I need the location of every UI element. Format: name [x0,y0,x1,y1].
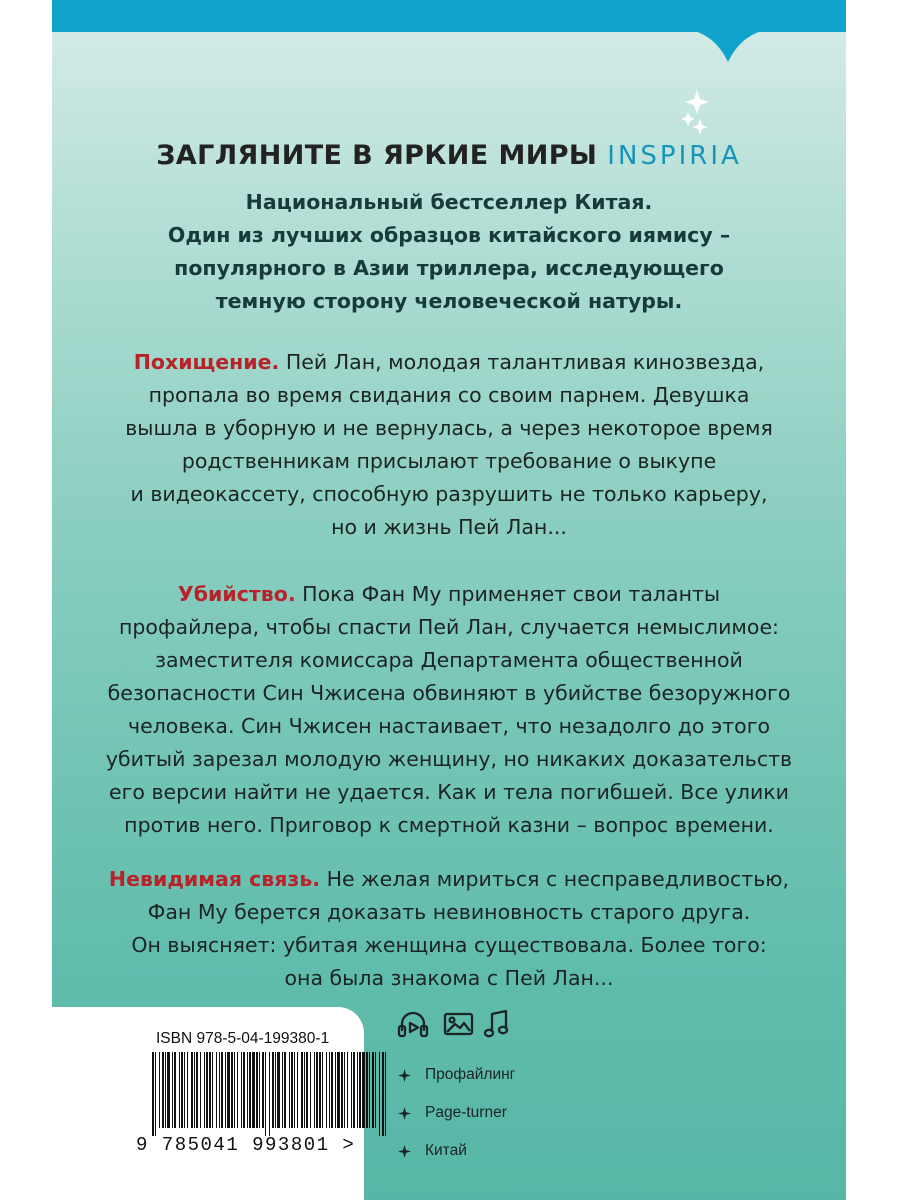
sparkle-icon [677,88,717,138]
barcode-bar [351,1052,352,1128]
feature-label: Китай [425,1142,467,1159]
barcode-bar [162,1052,164,1128]
barcode-bar [241,1052,242,1128]
book-back-cover [52,0,846,1200]
feature-item [398,1132,515,1170]
barcode-bar [227,1052,230,1128]
music-note-icon [485,1011,507,1036]
barcode-bar [179,1052,180,1128]
barcode-bar [231,1052,233,1128]
barcode-bar [167,1052,170,1128]
series-headline [52,140,846,171]
barcode-bar [249,1052,251,1128]
audiobook-icon [396,1005,526,1043]
barcode-bar [316,1052,318,1128]
barcode-bar [272,1052,274,1128]
star-icon [398,1069,411,1082]
top-notch-shape [52,0,846,70]
paragraph-line: она была знакома с Пей Лан... [284,966,614,990]
paragraph-line: родственникам присылают требование о выкупе [181,449,717,473]
barcode-bar [200,1052,201,1128]
barcode-digits: 9 785041 993801 > [136,1134,356,1156]
barcode-bar [243,1052,245,1128]
barcode-bar [221,1052,223,1128]
barcode-bar [265,1052,266,1136]
barcode-bar [196,1052,198,1128]
barcode-bar [225,1052,226,1128]
barcode-bar [319,1052,321,1128]
barcode-bar [304,1052,305,1128]
paragraph-line: безопасности Син Чжисена обвиняют в убийстве безоружного [107,681,791,705]
barcode-bar [174,1052,176,1128]
barcode-bar [326,1052,327,1128]
paragraph-line: убитый зарезал молодую женщину, но никаких доказательств [105,747,793,771]
barcode-bar [359,1052,361,1128]
barcode-bar [159,1052,160,1128]
paragraph-line: вышла в уборную и не вернулась, а через некоторое время [125,416,773,440]
barcode-bar [344,1052,345,1128]
barcode-bar [282,1052,283,1128]
barcode-bar [329,1052,330,1128]
barcode-bar [353,1052,355,1128]
feature-label: Page-turner [425,1104,507,1121]
paragraph-line: его версии найти не удается. Как и тела погибшей. Все улики [109,780,789,804]
barcode-bar [291,1052,293,1128]
barcode-bar [335,1052,336,1128]
barcode-bar [310,1052,311,1128]
feature-item [398,1056,515,1094]
barcode-bar [275,1052,276,1128]
tagline-line: Один из лучших образцов китайского иямису – [167,223,731,247]
barcode-bar [219,1052,220,1128]
barcode-bar [375,1052,376,1128]
paragraph-text: Пока Фан Му применяет свои таланты [302,582,721,606]
barcode-bar [252,1052,255,1128]
paragraph-line: заместителя комиссара Департамента общественной [155,648,743,672]
barcode-bar [366,1052,368,1128]
barcode-bar [341,1052,343,1128]
barcode-bar [165,1052,166,1128]
barcode-bar [322,1052,323,1128]
paragraph-text: Пей Лан, молодая талантливая кинозвезда, [285,350,765,374]
barcode-bar [152,1052,154,1136]
tagline-line: темную сторону человеческой натуры. [215,289,683,313]
paragraph-line: но и жизнь Пей Лан... [331,515,567,539]
barcode-bar [237,1052,238,1128]
barcode-bar [181,1052,183,1128]
paragraph-line: Он выясняет: убитая женщина существовала. Более того: [131,933,767,957]
barcode-bar [262,1052,264,1128]
paragraph-lead: Похищение. [133,350,280,374]
barcode-bar [269,1052,270,1136]
barcode-bar [284,1052,286,1128]
barcode-bar [301,1052,303,1128]
star-icon [398,1145,411,1158]
star-icon [398,1107,411,1120]
barcode-bar [184,1052,185,1128]
tagline-line: Национальный бестселлер Китая. [245,190,653,214]
paragraph-text: Не желая мириться с несправедливостью, [326,867,790,891]
paragraph-lead: Убийство. [177,582,296,606]
brand-name: INSPIRIA [607,141,742,171]
paragraph-line: человека. Син Чжисен настаивает, что незадолго до этого [127,714,771,738]
barcode-bar [259,1052,260,1128]
paragraph-line: профайлера, чтобы спасти Пей Лан, случается немыслимое: [119,615,779,639]
barcode-bar [337,1052,340,1128]
barcode-bar [172,1052,173,1128]
barcode-bar [297,1052,298,1128]
paragraph-line [52,578,846,611]
barcode-bar [209,1052,211,1128]
feature-item [398,1094,515,1132]
paragraph-line: против него. Приговор к смертной казни – вопрос времени. [124,813,774,837]
synopsis-paragraph [52,346,846,544]
barcode-bar [314,1052,315,1128]
barcode-bar [256,1052,258,1128]
barcode-image [150,1052,390,1136]
barcode-bar [194,1052,195,1128]
barcode-bar [247,1052,248,1128]
barcode-bar [212,1052,213,1128]
barcode-bar [206,1052,208,1128]
barcode-bar [187,1052,188,1128]
barcode-bar [369,1052,370,1128]
feature-list [398,1056,515,1170]
paragraph-line: пропала во время свидания со своим парнем. Девушка [148,383,750,407]
barcode-bar [372,1052,374,1128]
feature-label: Профайлинг [425,1066,516,1083]
paragraph-line [52,346,846,379]
picture-icon [445,1014,472,1034]
headline-text: ЗАГЛЯНИТЕ В ЯРКИЕ МИРЫ [156,140,598,171]
barcode-bar [385,1052,386,1136]
tagline-line: популярного в Азии триллера, исследующего [174,256,724,280]
media-icons [396,1005,526,1048]
barcode-bar [204,1052,205,1128]
paragraph-lead: Невидимая связь. [108,867,321,891]
paragraph-line: Фан Му берется доказать невиновность старого друга. [147,900,751,924]
barcode-bar [306,1052,308,1128]
barcode-bar [347,1052,348,1128]
barcode-bar [234,1052,235,1128]
barcode-bar [379,1052,380,1136]
barcode-bar [294,1052,295,1128]
barcode-bar [331,1052,333,1128]
synopsis-paragraph [52,863,846,995]
barcode-bar [357,1052,358,1128]
barcode-bar [277,1052,280,1128]
paragraph-line: и видеокассету, способную разрушить не только карьеру, [130,482,768,506]
barcode-bar [216,1052,217,1128]
barcode-bar [382,1052,384,1136]
paragraph-line [52,863,846,896]
barcode-bar [155,1052,156,1136]
synopsis-paragraph [52,578,846,842]
barcode-bar [191,1052,193,1128]
isbn-label: ISBN 978-5-04-199380-1 [156,1030,330,1047]
tagline [52,186,846,318]
barcode-bar [289,1052,290,1128]
barcode-bar [362,1052,365,1128]
